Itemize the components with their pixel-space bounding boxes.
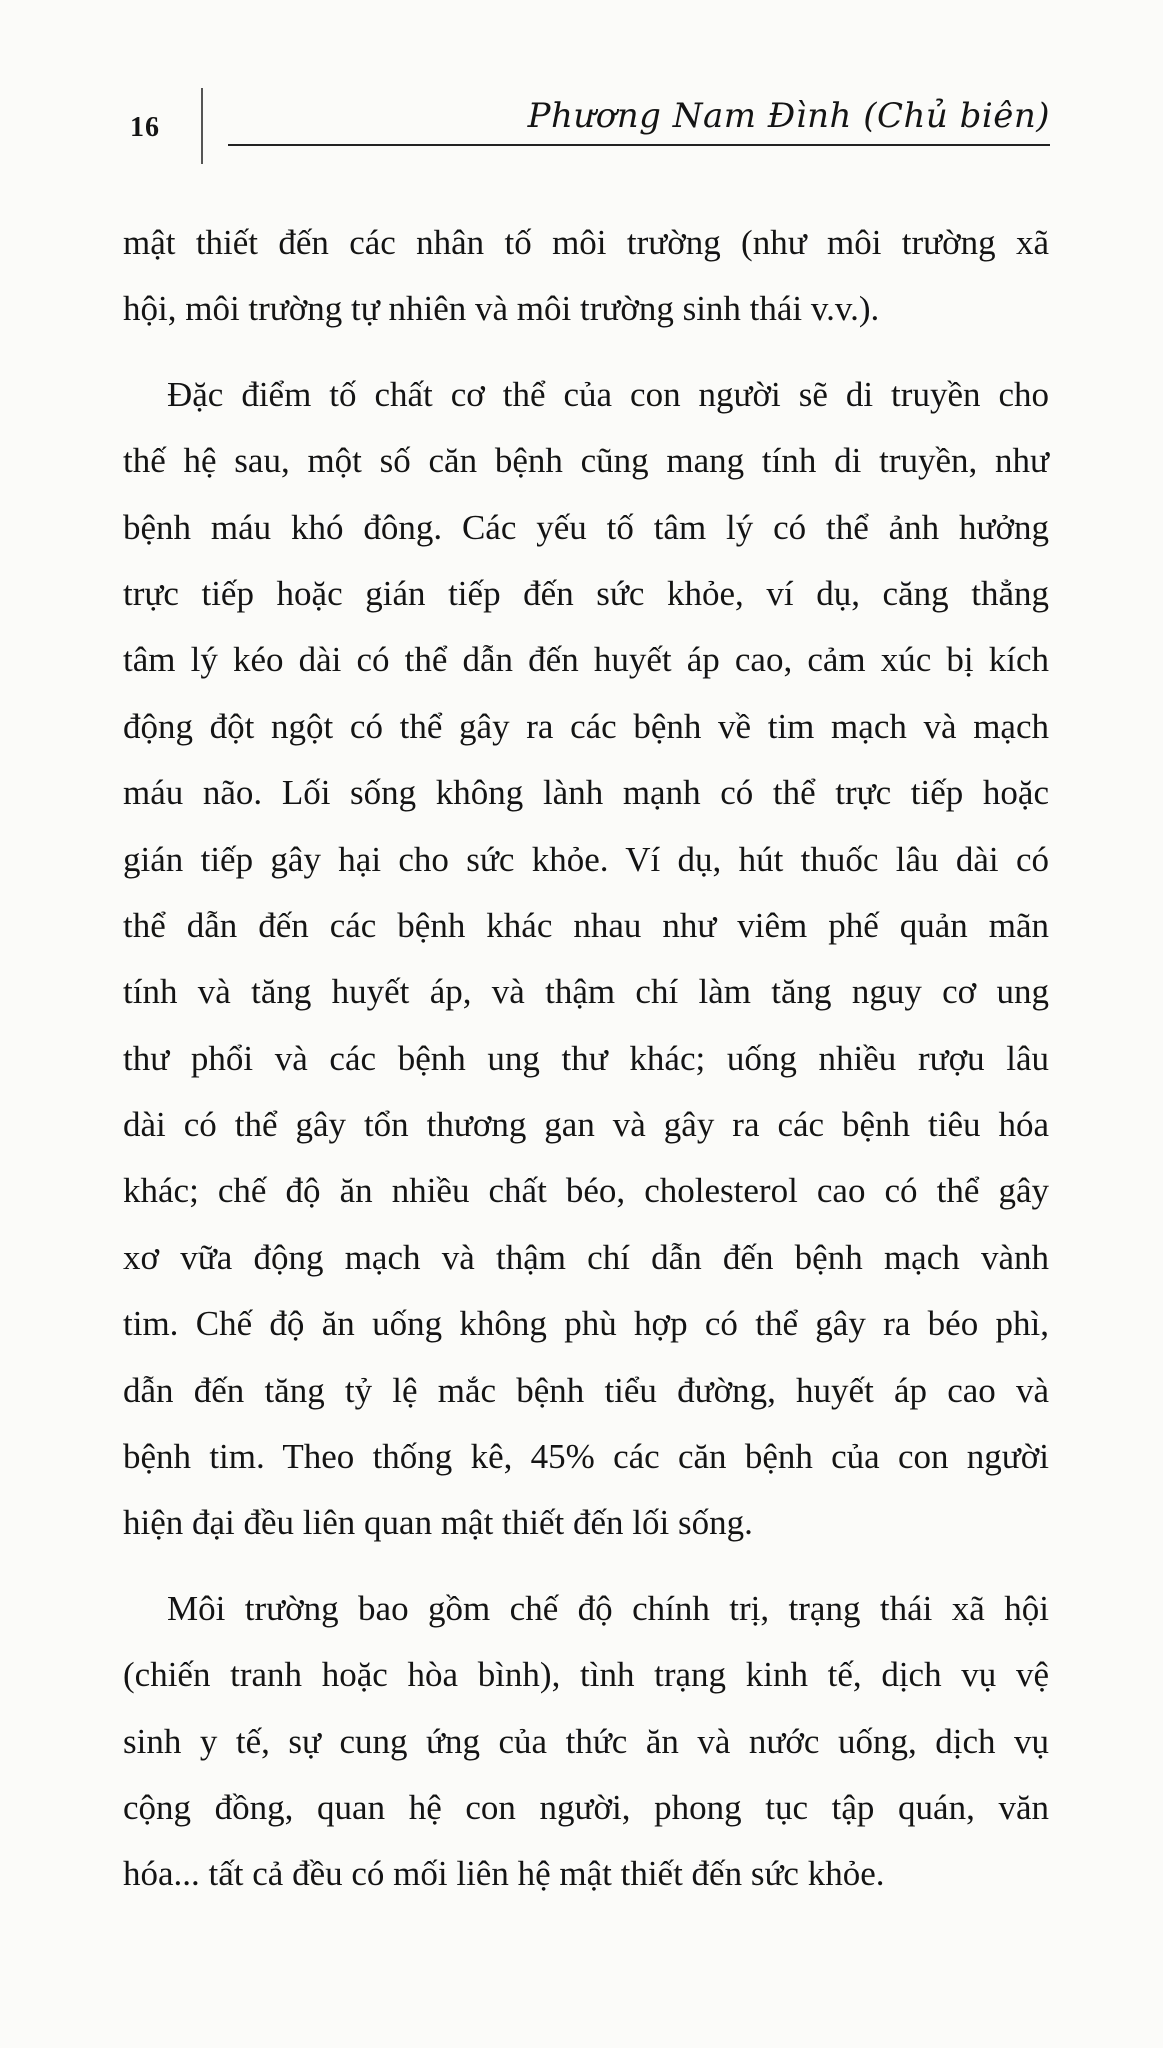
text-line: bệnh tim. Theo thống kê, 45% các căn bệnh của con người — [123, 1437, 1049, 1477]
text-line: Đặc điểm tố chất cơ thể của con người sẽ di truyền cho — [167, 374, 1049, 414]
paragraph-3 — [123, 1576, 1049, 1908]
paragraph-1 — [123, 210, 1049, 343]
header-rule — [228, 144, 1050, 146]
text-line: gián tiếp gây hại cho sức khỏe. Ví dụ, hút thuốc lâu dài có — [123, 839, 1049, 879]
text-line: thư phổi và các bệnh ung thư khác; uống nhiều rượu lâu — [123, 1038, 1049, 1078]
text-line: Môi trường bao gồm chế độ chính trị, trạng thái xã hội — [167, 1588, 1049, 1628]
text-line: máu não. Lối sống không lành mạnh có thể trực tiếp hoặc — [123, 773, 1049, 813]
text-line: thế hệ sau, một số căn bệnh cũng mang tính di truyền, như — [123, 441, 1049, 481]
text-line: tính và tăng huyết áp, và thậm chí làm tăng nguy cơ ung — [123, 972, 1049, 1012]
text-line: (chiến tranh hoặc hòa bình), tình trạng kinh tế, dịch vụ vệ — [123, 1655, 1049, 1695]
text-line: dẫn đến tăng tỷ lệ mắc bệnh tiểu đường, huyết áp cao và — [123, 1370, 1049, 1410]
page-number: 16 — [130, 112, 160, 143]
running-head: Phương Nam Đình (Chủ biên) — [527, 96, 1050, 136]
text-line: dài có thể gây tổn thương gan và gây ra các bệnh tiêu hóa — [123, 1105, 1049, 1145]
text-line: hóa... tất cả đều có mối liên hệ mật thiết đến sức khỏe. — [123, 1854, 885, 1894]
text-line: tim. Chế độ ăn uống không phù hợp có thể gây ra béo phì, — [123, 1304, 1049, 1344]
text-line: cộng đồng, quan hệ con người, phong tục tập quán, văn — [123, 1787, 1049, 1827]
text-line: động đột ngột có thể gây ra các bệnh về tim mạch và mạch — [123, 706, 1049, 746]
text-line: khác; chế độ ăn nhiều chất béo, cholesterol cao có thể gây — [123, 1171, 1049, 1211]
paragraph-2 — [123, 362, 1049, 1557]
header-divider — [201, 88, 203, 164]
text-line: trực tiếp hoặc gián tiếp đến sức khỏe, ví dụ, căng thẳng — [123, 573, 1049, 613]
text-line: sinh y tế, sự cung ứng của thức ăn và nước uống, dịch vụ — [123, 1721, 1049, 1761]
text-line: thể dẫn đến các bệnh khác nhau như viêm phế quản mãn — [123, 905, 1049, 945]
text-line: bệnh máu khó đông. Các yếu tố tâm lý có thể ảnh hưởng — [123, 507, 1049, 547]
text-line: tâm lý kéo dài có thể dẫn đến huyết áp cao, cảm xúc bị kích — [123, 640, 1049, 680]
body-text — [123, 210, 1049, 1908]
text-line: mật thiết đến các nhân tố môi trường (như môi trường xã — [123, 223, 1049, 262]
text-line: hội, môi trường tự nhiên và môi trường sinh thái v.v.). — [123, 289, 880, 329]
text-line: xơ vữa động mạch và thậm chí dẫn đến bệnh mạch vành — [123, 1237, 1049, 1277]
text-line: hiện đại đều liên quan mật thiết đến lối sống. — [123, 1503, 753, 1543]
